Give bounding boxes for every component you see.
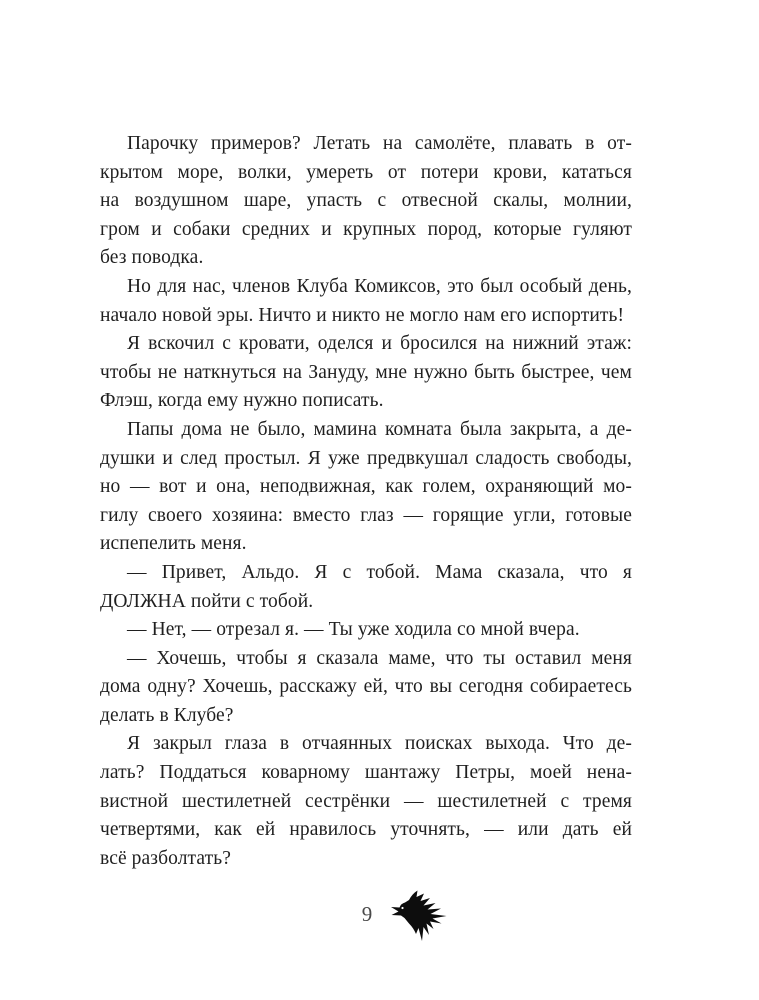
text-line: Папы дома не было, мамина комната была закрыта, а де- <box>127 418 632 440</box>
text-line: Флэш, когда ему нужно пописать. <box>100 390 384 412</box>
paragraph <box>100 416 632 559</box>
text-line: вистной шестилетней сестрёнки — шестилетней с тремя <box>100 790 632 812</box>
paragraph <box>100 273 632 330</box>
paragraph <box>100 616 632 645</box>
text-line: дома одну? Хочешь, расскажу ей, что вы сегодня собираетесь <box>100 676 632 698</box>
paragraph <box>100 130 632 273</box>
text-line: начало новой эры. Ничто и никто не могло нам его испортить! <box>100 304 625 326</box>
page-number: 9 <box>361 902 373 926</box>
text-line: Но для нас, членов Клуба Комиксов, это был особый день, <box>127 275 632 297</box>
paragraph <box>100 645 632 731</box>
text-line: гилу своего хозяина: вместо глаз — горящие угли, готовые <box>100 504 632 526</box>
text-line: Парочку примеров? Летать на самолёте, плавать в от- <box>127 133 632 154</box>
text-line: испепелить меня. <box>100 533 247 555</box>
text-line: — Нет, — отрезал я. — Ты уже ходила со мной вчера. <box>127 619 580 641</box>
text-line: крытом море, волки, умереть от потери крови, кататься <box>100 161 632 183</box>
paragraph <box>100 330 632 416</box>
text-line: — Привет, Альдо. Я с тобой. Мама сказала, что я <box>127 561 632 583</box>
text-line: лать? Поддаться коварному шантажу Петры, моей нена- <box>100 762 632 784</box>
text-line: душки и след простыл. Я уже предвкушал сладость свободы, <box>100 447 632 469</box>
text-line: четвертями, как ей нравилось уточнять, — или дать ей <box>100 819 632 841</box>
flying-crow-icon <box>389 890 449 947</box>
text-line: — Хочешь, чтобы я сказала маме, что ты оставил меня <box>127 647 632 669</box>
text-line: Я вскочил с кровати, оделся и бросился на нижний этаж: <box>127 333 632 355</box>
page-text-block <box>100 130 632 873</box>
text-line: Я закрыл глаза в отчаянных поисках выхода. Что де- <box>127 733 632 755</box>
text-line: на воздушном шаре, упасть с отвесной скалы, молнии, <box>100 190 632 212</box>
text-line: всё разболтать? <box>100 847 232 869</box>
text-line: делать в Клубе? <box>100 704 234 726</box>
paragraph <box>100 730 632 873</box>
paragraph <box>100 559 632 616</box>
text-line: ДОЛЖНА пойти с тобой. <box>100 590 314 612</box>
text-line: без поводка. <box>100 247 204 269</box>
text-line: чтобы не наткнуться на Зануду, мне нужно быть быстрее, чем <box>100 361 632 383</box>
text-line: но — вот и она, неподвижная, как голем, охраняющий мо- <box>100 476 632 498</box>
text-line: гром и собаки средних и крупных пород, которые гуляют <box>100 218 632 240</box>
